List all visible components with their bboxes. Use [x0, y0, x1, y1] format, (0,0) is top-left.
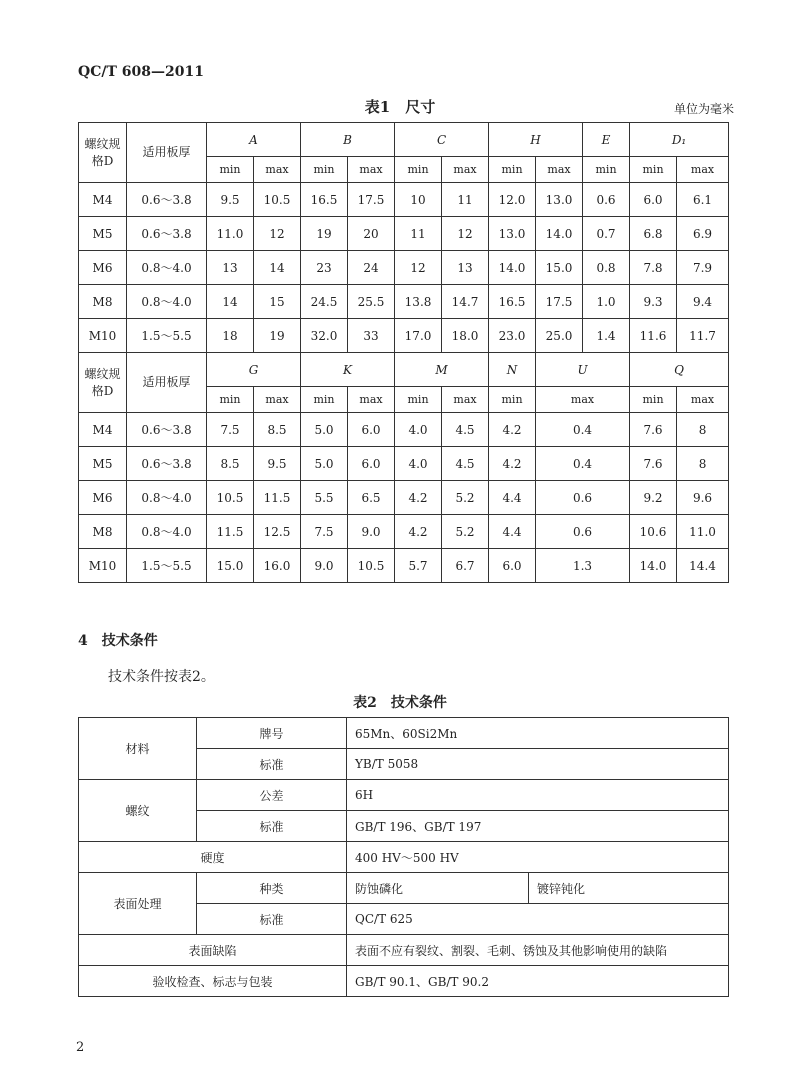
header-min-max: max [348, 387, 395, 413]
header-min-max: min [301, 157, 348, 183]
value-cell: 4.2 [489, 447, 536, 481]
table-row [79, 447, 729, 481]
header-thread-spec: 螺纹规格D [79, 123, 127, 183]
value-cell: 11.6 [630, 319, 677, 353]
value-cell: 23 [301, 251, 348, 285]
value-cell: 13.0 [489, 217, 536, 251]
plate-thickness-cell: 0.6～3.8 [127, 217, 207, 251]
header-group: A [207, 123, 301, 157]
table1-unit: 单位为毫米 [673, 102, 734, 116]
value-cell: 15.0 [536, 251, 583, 285]
plate-thickness-cell: 0.8～4.0 [127, 285, 207, 319]
plate-thickness-cell: 0.6～3.8 [127, 183, 207, 217]
value-cell: 10.5 [254, 183, 301, 217]
standard-code: QC/T 608—2011 [78, 64, 204, 80]
inspection-label: 验收检查、标志与包装 [79, 966, 347, 997]
value-cell: 12 [442, 217, 489, 251]
table-row [79, 319, 729, 353]
thread-standard-value: GB/T 196、GB/T 197 [347, 811, 729, 842]
header-min-max: min [583, 157, 630, 183]
header-min-max: min [630, 387, 677, 413]
hardness-label: 硬度 [79, 842, 347, 873]
value-cell: 16.5 [301, 183, 348, 217]
header-min-max: min [301, 387, 348, 413]
table1-title: 表1 尺寸 [364, 98, 436, 116]
value-cell: 8.5 [254, 413, 301, 447]
value-cell: 9.4 [677, 285, 729, 319]
header-group: U [536, 353, 630, 387]
value-cell: 11.5 [207, 515, 254, 549]
value-cell: 4.4 [489, 515, 536, 549]
plate-thickness-cell: 0.8～4.0 [127, 251, 207, 285]
hardness-value: 400 HV～500 HV [347, 842, 729, 873]
surface-defect-label: 表面缺陷 [79, 935, 347, 966]
value-cell: 13.0 [536, 183, 583, 217]
value-cell: 7.6 [630, 447, 677, 481]
treatment-type-label: 种类 [197, 873, 347, 904]
value-cell: 0.8 [583, 251, 630, 285]
treatment-standard-value: QC/T 625 [347, 904, 729, 935]
plate-thickness-cell: 0.6～3.8 [127, 447, 207, 481]
value-cell: 5.5 [301, 481, 348, 515]
value-cell: 10.5 [207, 481, 254, 515]
header-min-max: max [442, 387, 489, 413]
value-cell: 9.3 [630, 285, 677, 319]
value-cell: 0.6 [536, 515, 630, 549]
section-4-heading: 4 技术条件 [78, 633, 158, 649]
header-min-max: max [442, 157, 489, 183]
header-min-max: max [348, 157, 395, 183]
value-cell: 9.0 [301, 549, 348, 583]
thread-spec-cell: M8 [79, 515, 127, 549]
value-cell: 9.6 [677, 481, 729, 515]
thread-spec-cell: M4 [79, 183, 127, 217]
header-min-max: max [536, 387, 630, 413]
plate-thickness-cell: 0.8～4.0 [127, 515, 207, 549]
value-cell: 10 [395, 183, 442, 217]
header-thread-spec: 螺纹规格D [79, 353, 127, 413]
value-cell: 15 [254, 285, 301, 319]
value-cell: 15.0 [207, 549, 254, 583]
table2-title: 表2 技术条件 [353, 695, 447, 711]
value-cell: 25.0 [536, 319, 583, 353]
header-group: G [207, 353, 301, 387]
tolerance-label: 公差 [197, 780, 347, 811]
header-group: N [489, 353, 536, 387]
surface-defect-value: 表面不应有裂纹、割裂、毛刺、锈蚀及其他影响使用的缺陷 [347, 935, 729, 966]
value-cell: 5.2 [442, 515, 489, 549]
value-cell: 0.6 [536, 481, 630, 515]
value-cell: 6.9 [677, 217, 729, 251]
value-cell: 0.4 [536, 447, 630, 481]
header-min-max: min [207, 387, 254, 413]
value-cell: 8 [677, 447, 729, 481]
thread-spec-cell: M8 [79, 285, 127, 319]
header-min-max: min [207, 157, 254, 183]
value-cell: 4.5 [442, 413, 489, 447]
table-row [79, 481, 729, 515]
value-cell: 11.0 [677, 515, 729, 549]
value-cell: 6.7 [442, 549, 489, 583]
value-cell: 11.7 [677, 319, 729, 353]
value-cell: 17.5 [348, 183, 395, 217]
value-cell: 7.8 [630, 251, 677, 285]
section-4-text: 技术条件按表2。 [108, 669, 215, 685]
plate-thickness-cell: 1.5～5.5 [127, 549, 207, 583]
value-cell: 24 [348, 251, 395, 285]
treatment-standard-label: 标准 [197, 904, 347, 935]
value-cell: 1.4 [583, 319, 630, 353]
value-cell: 8.5 [207, 447, 254, 481]
value-cell: 9.5 [254, 447, 301, 481]
header-plate-thickness: 适用板厚 [127, 353, 207, 413]
grade-value: 65Mn、60Si2Mn [347, 718, 729, 749]
value-cell: 14.0 [536, 217, 583, 251]
value-cell: 12 [395, 251, 442, 285]
material-label: 材料 [79, 718, 197, 780]
value-cell: 14.7 [442, 285, 489, 319]
value-cell: 14.4 [677, 549, 729, 583]
value-cell: 7.6 [630, 413, 677, 447]
value-cell: 32.0 [301, 319, 348, 353]
table-row [79, 183, 729, 217]
thread-spec-cell: M5 [79, 217, 127, 251]
value-cell: 7.5 [207, 413, 254, 447]
value-cell: 4.0 [395, 413, 442, 447]
value-cell: 18.0 [442, 319, 489, 353]
header-min-max: min [630, 157, 677, 183]
header-group: K [301, 353, 395, 387]
value-cell: 12 [254, 217, 301, 251]
value-cell: 9.2 [630, 481, 677, 515]
value-cell: 5.0 [301, 413, 348, 447]
thread-spec-cell: M6 [79, 481, 127, 515]
value-cell: 6.0 [630, 183, 677, 217]
value-cell: 6.8 [630, 217, 677, 251]
grade-label: 牌号 [197, 718, 347, 749]
header-min-max: min [395, 387, 442, 413]
value-cell: 11 [442, 183, 489, 217]
value-cell: 14 [207, 285, 254, 319]
inspection-value: GB/T 90.1、GB/T 90.2 [347, 966, 729, 997]
surface-treatment-label: 表面处理 [79, 873, 197, 935]
treatment-type-value-1: 防蚀磷化 [347, 873, 529, 904]
value-cell: 11 [395, 217, 442, 251]
header-group: B [301, 123, 395, 157]
value-cell: 0.7 [583, 217, 630, 251]
header-group: Q [630, 353, 729, 387]
header-min-max: min [489, 387, 536, 413]
value-cell: 4.2 [395, 481, 442, 515]
header-group: M [395, 353, 489, 387]
header-min-max: min [489, 157, 536, 183]
value-cell: 4.0 [395, 447, 442, 481]
value-cell: 12.0 [489, 183, 536, 217]
value-cell: 1.3 [536, 549, 630, 583]
value-cell: 10.5 [348, 549, 395, 583]
thread-spec-cell: M10 [79, 549, 127, 583]
thread-spec-cell: M6 [79, 251, 127, 285]
dimension-table [78, 122, 729, 583]
value-cell: 5.0 [301, 447, 348, 481]
table-row [79, 549, 729, 583]
header-plate-thickness: 适用板厚 [127, 123, 207, 183]
table-row [79, 217, 729, 251]
value-cell: 14 [254, 251, 301, 285]
value-cell: 5.2 [442, 481, 489, 515]
table-row [79, 413, 729, 447]
value-cell: 4.4 [489, 481, 536, 515]
value-cell: 13.8 [395, 285, 442, 319]
value-cell: 6.1 [677, 183, 729, 217]
value-cell: 24.5 [301, 285, 348, 319]
value-cell: 18 [207, 319, 254, 353]
value-cell: 0.6 [583, 183, 630, 217]
value-cell: 13 [207, 251, 254, 285]
value-cell: 6.5 [348, 481, 395, 515]
value-cell: 6.0 [348, 413, 395, 447]
value-cell: 4.2 [395, 515, 442, 549]
header-min-max: max [536, 157, 583, 183]
plate-thickness-cell: 1.5～5.5 [127, 319, 207, 353]
value-cell: 11.5 [254, 481, 301, 515]
thread-standard-label: 标准 [197, 811, 347, 842]
value-cell: 17.0 [395, 319, 442, 353]
value-cell: 12.5 [254, 515, 301, 549]
value-cell: 4.2 [489, 413, 536, 447]
value-cell: 6.0 [348, 447, 395, 481]
value-cell: 25.5 [348, 285, 395, 319]
value-cell: 19 [301, 217, 348, 251]
value-cell: 17.5 [536, 285, 583, 319]
value-cell: 7.9 [677, 251, 729, 285]
table-row [79, 251, 729, 285]
page-number: 2 [76, 1040, 85, 1055]
treatment-type-value-2: 镀锌钝化 [529, 873, 729, 904]
thread-spec-cell: M4 [79, 413, 127, 447]
material-standard-label: 标准 [197, 749, 347, 780]
header-min-max: max [677, 157, 729, 183]
value-cell: 9.5 [207, 183, 254, 217]
plate-thickness-cell: 0.6～3.8 [127, 413, 207, 447]
tolerance-value: 6H [347, 780, 729, 811]
value-cell: 19 [254, 319, 301, 353]
value-cell: 33 [348, 319, 395, 353]
header-min-max: max [677, 387, 729, 413]
thread-spec-cell: M5 [79, 447, 127, 481]
value-cell: 1.0 [583, 285, 630, 319]
value-cell: 8 [677, 413, 729, 447]
technical-conditions-table [78, 717, 729, 997]
header-min-max: max [254, 157, 301, 183]
header-group: D₁ [630, 123, 729, 157]
thread-label: 螺纹 [79, 780, 197, 842]
value-cell: 5.7 [395, 549, 442, 583]
header-group: H [489, 123, 583, 157]
header-min-max: max [254, 387, 301, 413]
thread-spec-cell: M10 [79, 319, 127, 353]
material-standard-value: YB/T 5058 [347, 749, 729, 780]
value-cell: 9.0 [348, 515, 395, 549]
table-row [79, 285, 729, 319]
value-cell: 6.0 [489, 549, 536, 583]
value-cell: 4.5 [442, 447, 489, 481]
value-cell: 11.0 [207, 217, 254, 251]
value-cell: 0.4 [536, 413, 630, 447]
value-cell: 16.0 [254, 549, 301, 583]
header-group: E [583, 123, 630, 157]
value-cell: 14.0 [630, 549, 677, 583]
value-cell: 14.0 [489, 251, 536, 285]
header-group: C [395, 123, 489, 157]
header-min-max: min [395, 157, 442, 183]
value-cell: 23.0 [489, 319, 536, 353]
value-cell: 16.5 [489, 285, 536, 319]
plate-thickness-cell: 0.8～4.0 [127, 481, 207, 515]
table-row [79, 515, 729, 549]
value-cell: 7.5 [301, 515, 348, 549]
value-cell: 13 [442, 251, 489, 285]
value-cell: 10.6 [630, 515, 677, 549]
value-cell: 20 [348, 217, 395, 251]
